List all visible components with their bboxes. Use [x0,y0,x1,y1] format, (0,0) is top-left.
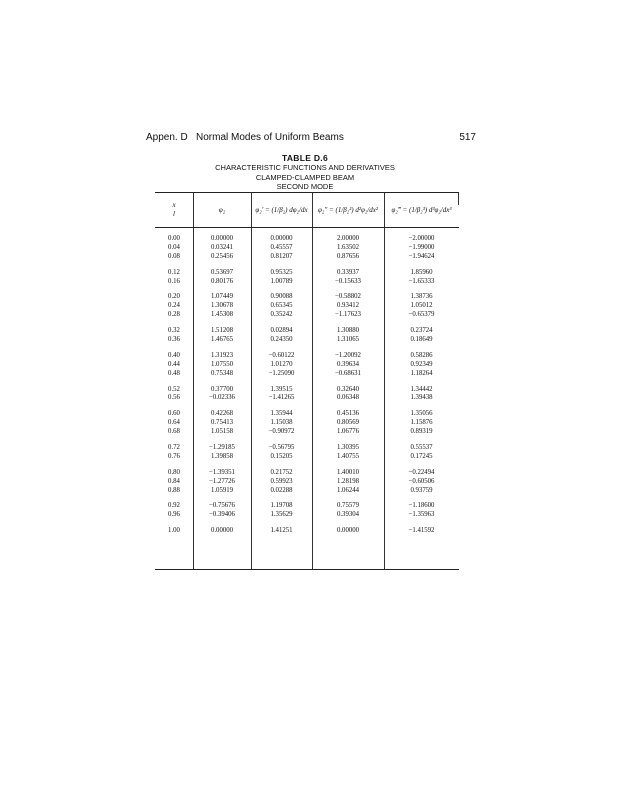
table-cell: 0.60 [168,410,180,418]
table-cell: −1.41265 [268,394,295,402]
table-cell: 0.18649 [410,336,433,344]
table-cell: 0.80569 [336,419,360,427]
running-title: Normal Modes of Uniform Beams [196,132,344,143]
table-cell: 0.76 [168,452,180,460]
table-cell: 1.06776 [336,428,360,436]
table-cell: 0.52 [168,385,180,393]
table-cell: 0.75348 [210,369,234,377]
table-cell: 1.41251 [270,527,293,535]
table-cell: −0.15633 [335,277,361,285]
table-cell: 0.23724 [410,327,433,335]
table-row [155,327,459,336]
row-group [155,444,459,462]
table-cell: 0.80176 [210,277,234,285]
table-cell: 0.15205 [270,452,293,460]
table-cell: −1.25090 [268,369,295,377]
table-cell: −0.90972 [268,428,295,436]
table-cell: 0.25456 [210,252,234,260]
table-cell: 0.58286 [410,351,433,359]
table-row [155,419,459,428]
table-cell: −1.41592 [408,527,435,535]
table-cell: 0.72 [168,444,180,452]
table-cell: 1.45308 [210,311,234,319]
table-cell: 0.96 [168,511,180,519]
table-cell: −1.94624 [408,252,435,260]
table-row [155,487,459,496]
header-phi-triple-prime: φ₂‴ = (1/β₂³) d³φ₂/dx³ [391,206,452,214]
table-cell: 2.00000 [336,235,360,242]
table-cell: 0.20 [168,293,180,301]
table-cell: 0.45557 [270,243,293,251]
table-cell: −0.58802 [335,293,361,301]
table-cell: 1.30678 [210,302,234,310]
table-row [155,386,459,395]
table-cell: 1.39515 [270,385,293,393]
table-cell: 0.90088 [270,293,293,301]
table-cell: 0.44 [168,360,180,368]
table-row [155,352,459,361]
appendix-label: Appen. D [146,132,188,143]
table-cell: 1.40010 [336,468,360,476]
row-group [155,527,459,536]
row-group [155,469,459,496]
table-cell: 0.28 [168,311,180,319]
row-group [155,502,459,520]
table-cell: −1.18600 [408,502,435,510]
table-row [155,527,459,536]
table-cell: −1.20092 [335,351,361,359]
table-cell: 1.06244 [336,486,360,494]
table-cell: 1.05012 [410,302,433,310]
table-cell: 0.64 [168,419,180,427]
table-cell: 0.92349 [410,360,433,368]
table-cell: 0.53697 [210,268,234,276]
table-row [155,293,459,302]
table-cell: 0.80 [168,468,180,476]
table-cell: 1.07449 [210,293,234,301]
table-row [155,410,459,419]
table-cell: 0.00000 [210,527,234,535]
table-row [155,269,459,278]
header-x: x [172,201,176,209]
table-cell: 1.19708 [270,502,293,510]
table-cell: 0.65345 [270,302,293,310]
table-cell: −0.75676 [209,502,235,510]
table-cell: 1.31923 [210,351,234,359]
table-cell: 0.08 [168,252,180,260]
table-row [155,370,459,379]
table-cell: 1.00 [168,527,180,535]
table-row [155,394,459,403]
table-cell: −0.22494 [408,468,435,476]
table-cell: 0.16 [168,277,180,285]
table-cell: 0.68 [168,428,180,436]
table-row [155,311,459,320]
table-cell: 1.85960 [410,268,433,276]
table-row [155,336,459,345]
row-group [155,269,459,287]
table-cell: 0.02894 [270,327,293,335]
table-cell: 0.81207 [270,252,293,260]
table-row [155,235,459,244]
table-cell: 1.01270 [270,360,293,368]
table-cell: 1.18264 [410,369,433,377]
table-cell: 1.46765 [210,336,234,344]
table-cell: 0.93412 [336,302,360,310]
table-cell: 1.39858 [210,452,234,460]
table-cell: 0.21752 [270,468,293,476]
table-row [155,278,459,287]
table-cell: 1.30880 [336,327,360,335]
table-cell: 1.34442 [410,385,433,393]
table-cell: 1.63502 [336,243,360,251]
header-phi-double-prime: φ₂″ = (1/β₂²) d²φ₂/dx² [318,206,378,214]
table-cell: −0.02336 [209,394,235,402]
table-cell: 1.15876 [410,419,433,427]
table-cell: 1.38736 [410,293,433,301]
table-cell: 0.00000 [336,527,360,535]
table-row [155,502,459,511]
table-cell: 1.05158 [210,428,234,436]
table-row [155,444,459,453]
table-cell: 0.00000 [270,235,293,242]
table-cell: 0.95325 [270,268,293,276]
table-row [155,428,459,437]
header-phi-prime: φ₂′ = (1/β₂) dφ₂/dx [255,206,308,214]
data-table [155,192,459,570]
table-cell: 0.87656 [336,252,360,260]
table-cell: 1.30395 [336,444,360,452]
table-cell: 0.24 [168,302,180,310]
header-phi: φ₂ [218,206,226,214]
table-cell: −1.35963 [408,511,435,519]
table-cell: 0.42268 [210,410,234,418]
table-cell: 0.84 [168,477,180,485]
table-cell: 0.06348 [336,394,360,402]
table-cell: 0.03241 [210,243,234,251]
table-cell: 0.56 [168,394,180,402]
table-cell: 1.05919 [210,486,234,494]
table-cell: 0.45136 [336,410,360,418]
table-cell: 0.35242 [270,311,293,319]
table-cell: 0.92 [168,502,180,510]
table-cell: 1.40755 [336,452,360,460]
table-cell: 0.00000 [210,235,234,242]
table-cell: 1.00789 [270,277,293,285]
table-cell: 0.75579 [336,502,360,510]
page-header [146,132,476,146]
table-cell: 0.48 [168,369,180,377]
table-cell: 0.32640 [336,385,360,393]
table-cell: −1.27726 [209,477,235,485]
table-cell: 1.35629 [270,511,293,519]
table-cell: 0.33937 [336,268,360,276]
row-group [155,352,459,379]
table-cell: 0.17245 [410,452,433,460]
table-cell: −0.68631 [335,369,361,377]
table-label: TABLE D.6 [282,153,328,163]
table-title: CHARACTERISTIC FUNCTIONS AND DERIVATIVES [215,163,395,172]
table-cell: 0.39304 [336,511,360,519]
table-cell: 0.37700 [210,385,234,393]
table-cell: −1.39351 [209,468,235,476]
page-number: 517 [459,132,476,143]
table-subtitle-mode: SECOND MODE [276,182,334,191]
table-row [155,253,459,262]
row-group [155,293,459,320]
table-cell: 0.75413 [210,419,234,427]
table-cell: 0.32 [168,327,180,335]
table-cell: 0.02288 [270,486,293,494]
table-cell: 1.07550 [210,360,234,368]
table-row [155,361,459,370]
table-cell: 0.89319 [410,428,433,436]
table-cell: 0.24350 [270,336,293,344]
table-cell: 0.39634 [336,360,360,368]
table-row [155,469,459,478]
table-cell: 0.04 [168,243,180,251]
table-cell: 1.15038 [270,419,293,427]
table-body [155,235,459,543]
table-cell: −1.29185 [209,444,235,452]
header-l: l [173,210,175,218]
table-subtitle-beam: CLAMPED-CLAMPED BEAM [255,173,355,182]
table-cell: 0.55537 [410,444,433,452]
table-cell: 1.39438 [410,394,433,402]
table-cell: 0.36 [168,336,180,344]
row-group [155,235,459,262]
table-cell: 1.35056 [410,410,433,418]
table-cell: −0.65379 [408,311,435,319]
row-group [155,327,459,345]
table-cell: 1.28198 [336,477,360,485]
table-cell: −0.60506 [408,477,435,485]
header-x-over-l [155,193,193,227]
table-cell: 0.12 [168,268,180,276]
table-cell: −1.65333 [408,277,435,285]
table-cell: 0.93759 [410,486,433,494]
table-row [155,453,459,462]
table-cell: 0.59923 [270,477,293,485]
row-group [155,410,459,437]
table-row [155,244,459,253]
row-group [155,386,459,404]
table-cell: 1.35944 [270,410,293,418]
table-cell: −0.60122 [268,351,295,359]
table-cell: −1.99000 [408,243,435,251]
table-cell: 1.31065 [336,336,360,344]
table-cell: 0.00 [168,235,180,242]
table-row [155,478,459,487]
table-cell: −1.17623 [335,311,361,319]
table-cell: 1.51208 [210,327,234,335]
table-row [155,302,459,311]
table-cell: 0.88 [168,486,180,494]
table-row [155,511,459,520]
table-cell: −0.56795 [268,444,295,452]
table-cell: 0.40 [168,351,180,359]
table-cell: −2.00000 [408,235,435,242]
table-cell: −0.39406 [209,511,235,519]
table-header [155,193,459,228]
